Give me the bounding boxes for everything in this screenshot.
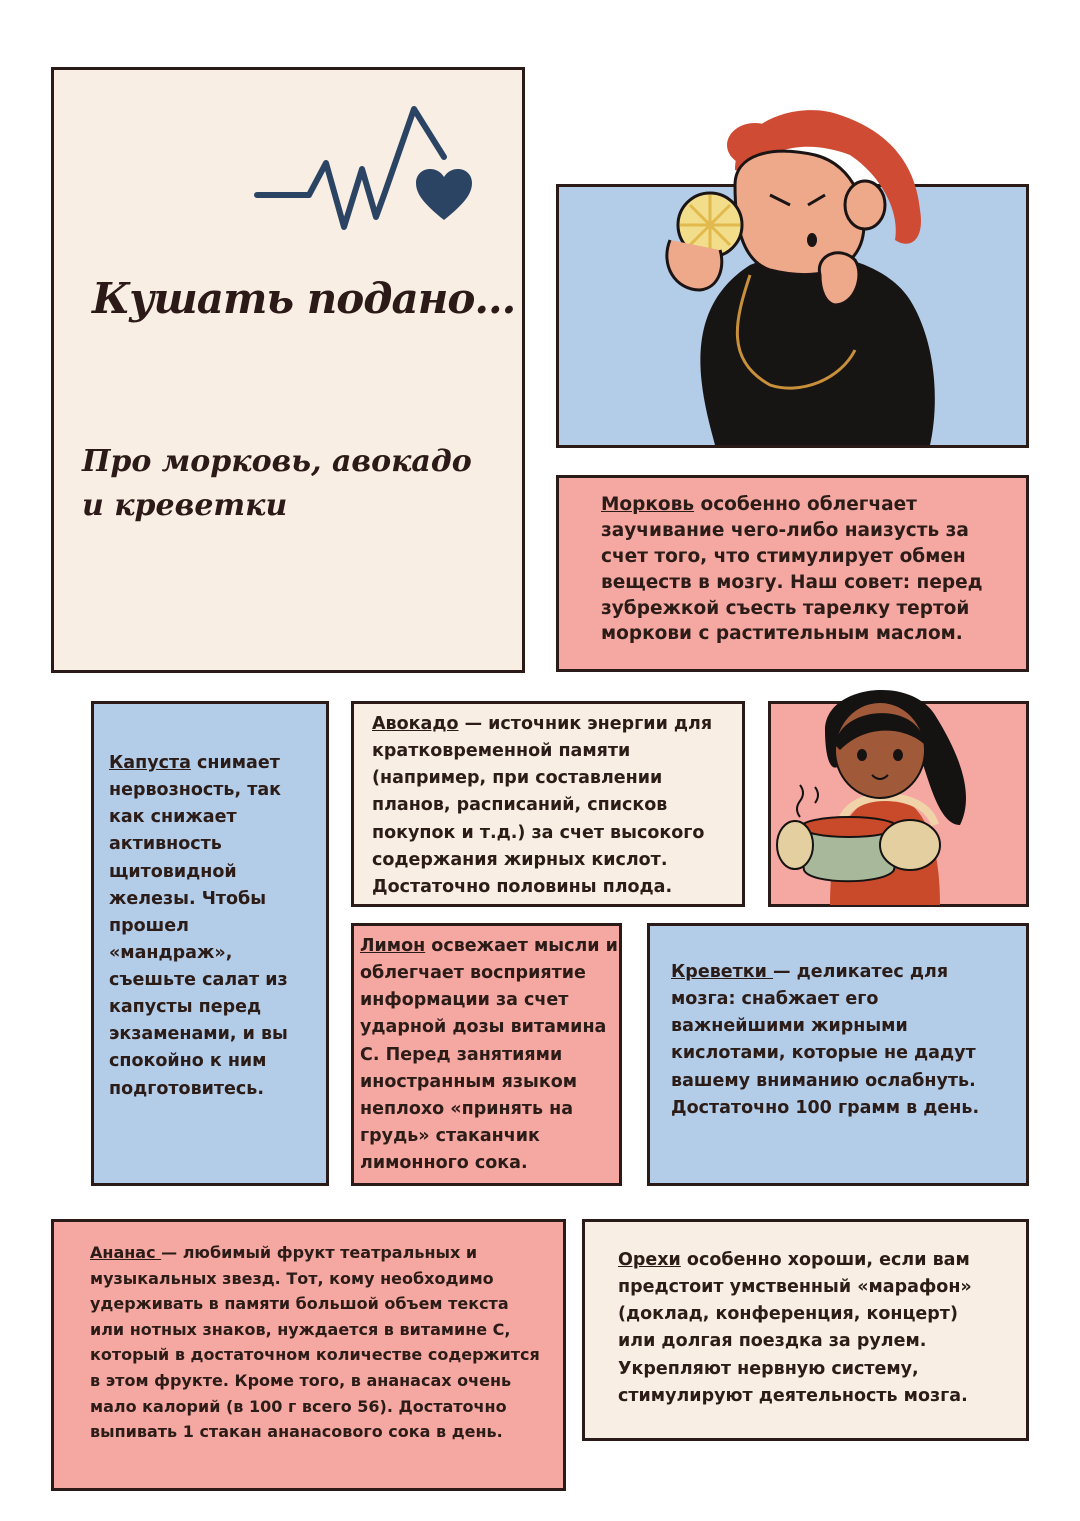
tip-cabbage-keyword: Капуста (109, 753, 191, 773)
tip-lemon-keyword: Лимон (360, 936, 426, 956)
tip-cabbage-text: снимает нервозность, так как снижает активность щитовидной железы. Чтобы прошел «мандраж», съешьте салат из капусты перед экзаменами, и вы спокойно к ним подготовитесь. (109, 753, 288, 1099)
tip-lemon-text: освежает мысли и облегчает восприятие информации за счет ударной дозы витамина С. Перед занятиями иностранным языком неплохо «принять на грудь» стаканчик лимонного сока. (360, 936, 618, 1173)
tip-nuts-card (582, 1219, 1029, 1441)
girl-with-pot-illustration (770, 675, 990, 905)
tip-pineapple-card (51, 1219, 566, 1491)
tip-nuts-keyword: Орехи (618, 1250, 681, 1270)
woman-eating-lemon-illustration (640, 100, 940, 445)
tip-avocado-keyword: Авокадо (372, 714, 459, 734)
tip-shrimp-card (647, 923, 1029, 1186)
tip-carrot-card (556, 475, 1029, 672)
page-title: Кушать подано... (92, 274, 516, 323)
tip-carrot-text: особенно облегчает заучивание чего-либо наизусть за счет того, что стимулирует обмен веществ в мозгу. Наш совет: перед зубрежкой съесть тарелку тертой моркови с растительным маслом. (601, 494, 983, 645)
tip-shrimp-text: — деликатес для мозга: снабжает его важнейшими жирными кислотами, которые не дадут вашему вниманию ослабнуть. Достаточно 100 грамм в день. (671, 962, 980, 1118)
tip-pineapple-keyword: Ананас (90, 1243, 162, 1262)
tip-avocado-card (351, 701, 745, 907)
tip-cabbage-card (91, 701, 329, 1186)
tip-avocado-text: — источник энергии для кратковременной памяти (например, при составлении планов, расписаний, списков покупок и т.д.) за счет высокого содержания жирных кислот. Достаточно половины плода. (372, 714, 713, 897)
page-subtitle: Про морковь, авокадо и креветки (82, 444, 472, 523)
tip-shrimp-keyword: Креветки (671, 962, 774, 982)
title-panel (51, 67, 525, 673)
tip-lemon-card (351, 923, 622, 1186)
tip-nuts-text: особенно хороши, если вам предстоит умственный «марафон» (доклад, конференция, концерт) или долгая поездка за рулем. Укрепляют нервную систему, стимулируют деятельность мозга. (618, 1250, 972, 1406)
heart-icon (414, 168, 474, 223)
tip-pineapple-text: — любимый фрукт театральных и музыкальных звезд. Тот, кому необходимо удерживать в памяти большой объем текста или нотных знаков, нуждается в витамине С, который в достаточном количестве содержится в этом фрукте. Кроме того, в ананасах очень мало калорий (в 100 г всего 56). Достаточно выпивать 1 стакан ананасового сока в день. (90, 1243, 540, 1442)
tip-carrot-keyword: Морковь (601, 494, 695, 515)
